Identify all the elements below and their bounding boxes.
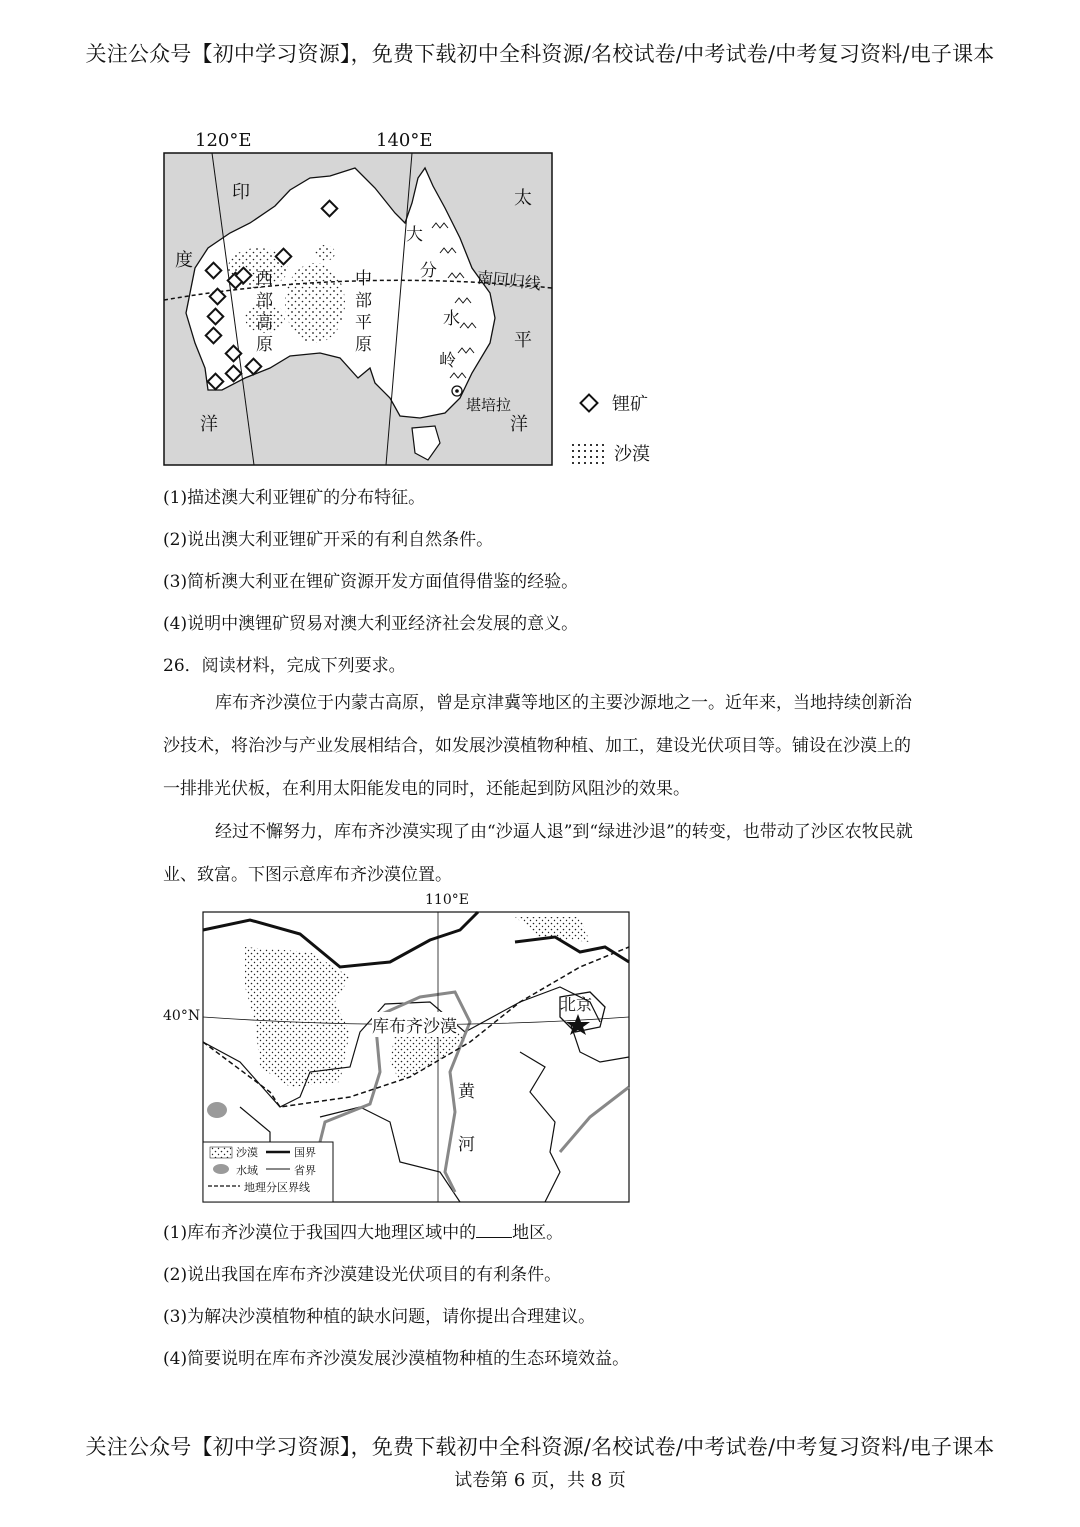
mountain-label: 岭	[439, 351, 456, 371]
legend-water-label: 水域	[236, 1164, 258, 1177]
lon-label-120: 120°E	[195, 130, 252, 151]
legend-national-border-label: 国界	[294, 1146, 316, 1159]
beijing-label: 北京	[560, 995, 593, 1014]
q25-question-3: (3)简析澳大利亚在锂矿资源开发方面值得借鉴的经验。	[163, 572, 579, 592]
answer-blank	[476, 1222, 512, 1238]
legend-lithium: 锂矿	[582, 390, 648, 416]
top-banner: 关注公众号【初中学习资源】，免费下载初中全科资源/名校试卷/中考试卷/中考复习资料/电子课本	[85, 42, 995, 66]
ocean-label-tai: 太	[514, 188, 532, 209]
legend-desert: 沙漠	[570, 440, 650, 466]
page-footer: 试卷第 6 页，共 8 页	[454, 1470, 626, 1491]
legend-desert-label: 沙漠	[236, 1146, 258, 1159]
legend-provincial-border-label: 省界	[294, 1164, 316, 1177]
bottom-banner: 关注公众号【初中学习资源】，免费下载初中全科资源/名校试卷/中考试卷/中考复习资料/电子课本	[85, 1435, 995, 1459]
kubuqi-map	[160, 892, 640, 1204]
ocean-label-yang-west: 洋	[200, 414, 218, 435]
ocean-label-du: 度	[175, 250, 193, 271]
ocean-label-ping: 平	[514, 330, 532, 351]
q26-paragraph-1: 库布齐沙漠位于内蒙古高原，曾是京津冀等地区的主要沙源地之一。近年来，当地持续创新治沙技术，将治沙与产业发展相结合，如发展沙漠植物种植、加工，建设光伏项目等。铺设在沙漠上的一排排光伏板，在利用太阳能发电的同时，还能起到防风阻沙的效果。	[163, 693, 912, 799]
q26-question-4: (4)简要说明在库布齐沙漠发展沙漠植物种植的生态环境效益。	[163, 1349, 630, 1369]
yellow-river-label-1: 黄	[458, 1082, 475, 1102]
q26-question-1: (1)库布齐沙漠位于我国四大地理区域中的 地区。	[163, 1223, 564, 1243]
q26-heading: 26．阅读材料，完成下列要求。	[163, 656, 406, 676]
mountain-label: 分	[420, 261, 437, 281]
canberra-label: 堪培拉	[466, 396, 512, 414]
australia-map	[150, 128, 680, 473]
lon-label-110e: 110°E	[425, 892, 469, 908]
q25-question-4: (4)说明中澳锂矿贸易对澳大利亚经济社会发展的意义。	[163, 614, 579, 634]
q26-paragraph-2: 经过不懈努力，库布齐沙漠实现了由“沙逼人退”到“绿进沙退”的转变，也带动了沙区农牧民就业、致富。下图示意库布齐沙漠位置。	[163, 822, 913, 885]
q26-question-3: (3)为解决沙漠植物种植的缺水问题，请你提出合理建议。	[163, 1307, 596, 1327]
region-label: 中 部 平 原	[355, 269, 372, 355]
lon-label-140: 140°E	[376, 130, 433, 151]
mountain-label: 大	[406, 225, 423, 245]
tropic-label: 南回归线	[476, 267, 542, 294]
q26-question-2: (2)说出我国在库布齐沙漠建设光伏项目的有利条件。	[163, 1265, 562, 1285]
ocean-label-yang-east: 洋	[510, 414, 528, 435]
mountain-label: 水	[443, 309, 460, 329]
dotted-desert-icon	[570, 442, 608, 464]
lat-label-40n: 40°N	[163, 1008, 201, 1024]
region-label: 西 部 高 原	[256, 269, 273, 355]
q25-question-1: (1)描述澳大利亚锂矿的分布特征。	[163, 488, 426, 508]
kubuqi-desert-label: 库布齐沙漠	[372, 1012, 457, 1037]
legend-division-line-label: 地理分区界线	[244, 1181, 310, 1194]
yellow-river-label-2: 河	[458, 1135, 475, 1155]
ocean-label-yin: 印	[232, 182, 250, 203]
q25-question-2: (2)说出澳大利亚锂矿开采的有利自然条件。	[163, 530, 494, 550]
diamond-icon	[579, 393, 599, 413]
